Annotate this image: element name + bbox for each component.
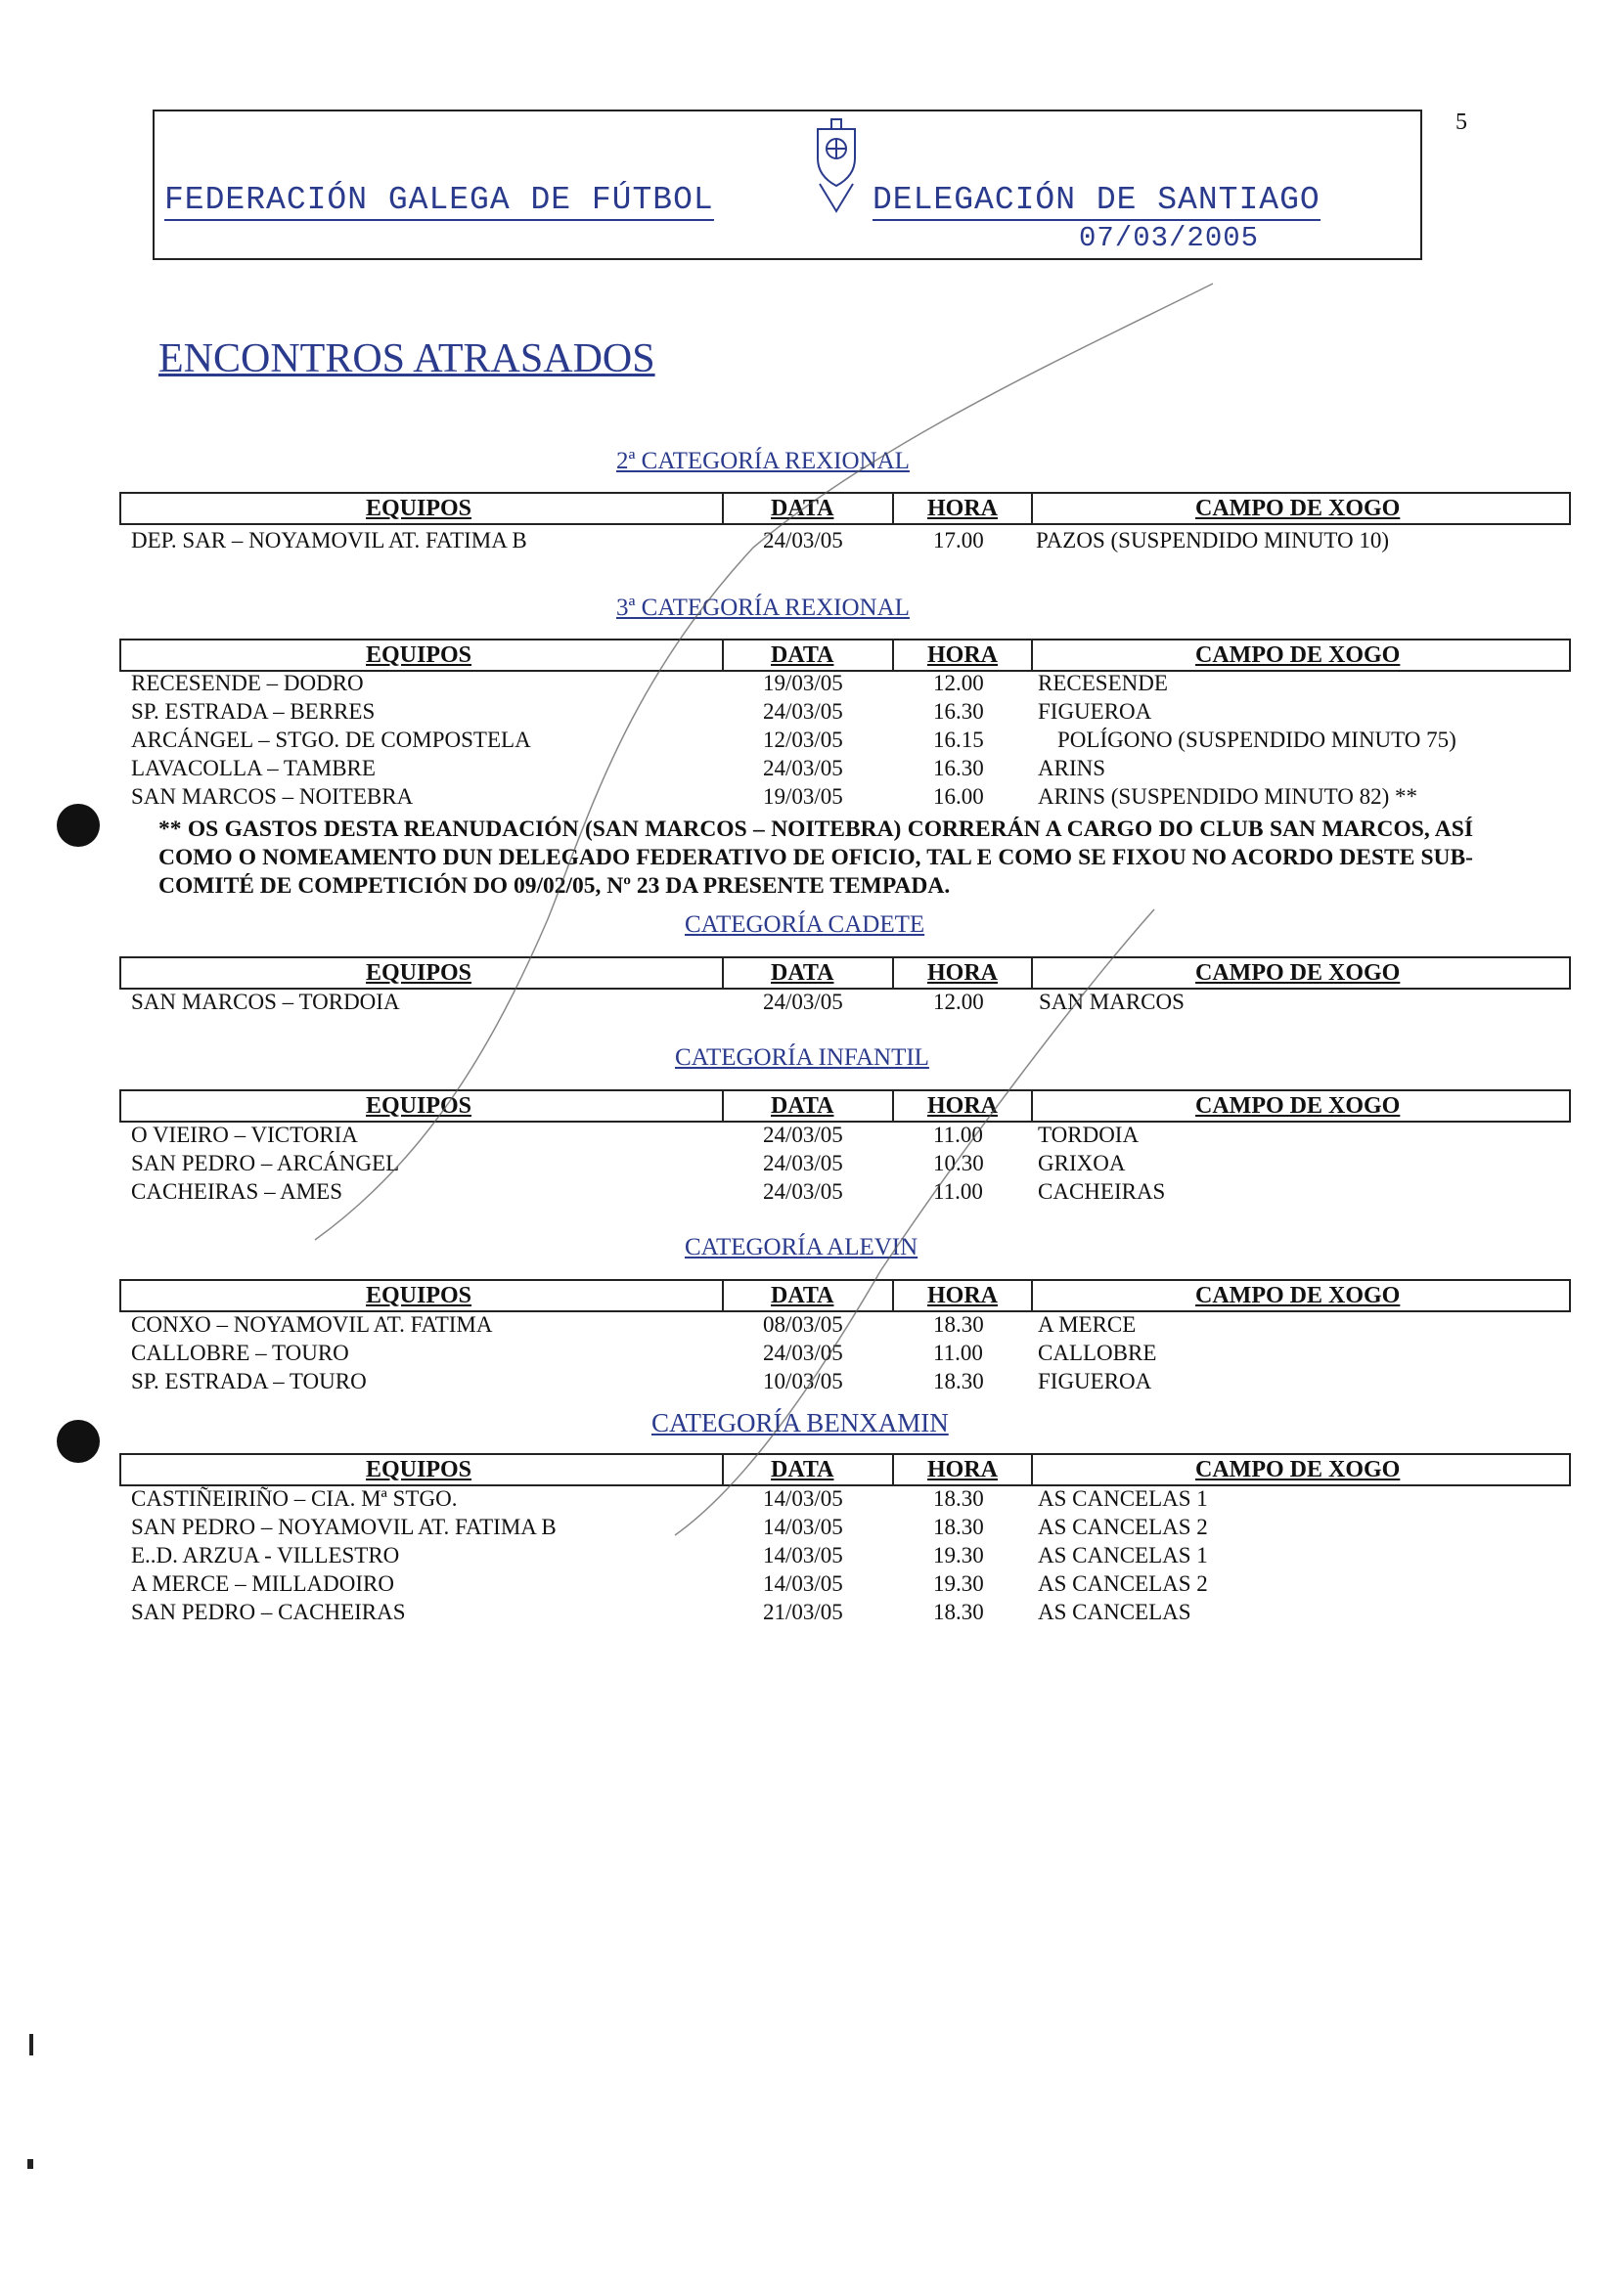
section-title: CATEGORÍA CADETE (685, 911, 925, 938)
cell-hora: 11.00 (933, 1341, 983, 1365)
cell-data: 19/03/05 (763, 671, 843, 695)
federation-name: FEDERACIÓN GALEGA DE FÚTBOL (164, 182, 714, 221)
cell-campo: GRIXOA (1038, 1151, 1126, 1175)
punch-hole (57, 804, 100, 847)
section-title: CATEGORÍA INFANTIL (675, 1044, 929, 1071)
cell-equipos: SAN PEDRO – CACHEIRAS (131, 1600, 406, 1624)
cell-campo: AS CANCELAS 2 (1038, 1571, 1208, 1596)
cell-data: 08/03/05 (763, 1312, 843, 1337)
cell-campo: CALLOBRE (1038, 1341, 1157, 1365)
cell-campo: ARINS (1038, 756, 1106, 780)
cell-hora: 18.30 (933, 1486, 984, 1511)
cell-campo: TORDOIA (1038, 1123, 1140, 1147)
col-data: DATA (771, 1093, 834, 1119)
cell-data: 19/03/05 (763, 784, 843, 809)
col-equipos: EQUIPOS (366, 496, 472, 521)
cell-data: 21/03/05 (763, 1600, 843, 1624)
col-campo: CAMPO DE XOGO (1195, 642, 1401, 668)
footnote-note: ** OS GASTOS DESTA REANUDACIÓN (SAN MARCOS – NOITEBRA) CORRERÁN A CARGO DO CLUB SAN MARCOS, ASÍ COMO O NOMEAMENTO DUN DELEGADO FEDERATIVO DE OFICIO, TAL E COMO SE FIXOU NO ACORDO DESTE SUB-COMITÉ DE COMPETICIÓN DO 09/02/05, Nº 23 DA PRESENTE TEMPADA. (158, 817, 1473, 899)
page-title: ENCONTROS ATRASADOS (158, 336, 655, 381)
cell-campo: AS CANCELAS 1 (1038, 1486, 1208, 1511)
cell-data: 10/03/05 (763, 1369, 843, 1393)
cell-hora: 18.30 (933, 1600, 984, 1624)
cell-equipos: RECESENDE – DODRO (131, 671, 364, 695)
cell-campo: SAN MARCOS (1039, 990, 1185, 1014)
scan-speck (29, 2034, 33, 2055)
col-equipos: EQUIPOS (366, 642, 472, 668)
col-hora: HORA (927, 1093, 998, 1119)
col-hora: HORA (927, 496, 998, 521)
cell-campo: AS CANCELAS 1 (1038, 1543, 1208, 1567)
cell-data: 14/03/05 (763, 1543, 843, 1567)
cell-equipos: ARCÁNGEL – STGO. DE COMPOSTELA (131, 728, 531, 752)
cell-hora: 19.30 (933, 1543, 984, 1567)
cell-hora: 19.30 (933, 1571, 984, 1596)
delegation-name: DELEGACIÓN DE SANTIAGO (873, 182, 1321, 221)
cell-data: 24/03/05 (763, 1341, 843, 1365)
cell-equipos: LAVACOLLA – TAMBRE (131, 756, 376, 780)
cell-campo: FIGUEROA (1038, 699, 1152, 724)
cell-hora: 18.30 (933, 1515, 984, 1539)
scan-speck (27, 2159, 33, 2169)
col-hora: HORA (927, 1283, 998, 1308)
col-equipos: EQUIPOS (366, 960, 472, 986)
cell-hora: 16.30 (933, 756, 984, 780)
cell-data: 24/03/05 (763, 528, 843, 552)
cell-data: 14/03/05 (763, 1571, 843, 1596)
cell-equipos: O VIEIRO – VICTORIA (131, 1123, 358, 1147)
cell-equipos: SAN PEDRO – ARCÁNGEL (131, 1151, 400, 1175)
punch-hole (57, 1420, 100, 1463)
col-hora: HORA (927, 1457, 998, 1482)
cell-campo: CACHEIRAS (1038, 1179, 1166, 1204)
section-title: 3ª CATEGORÍA REXIONAL (616, 595, 910, 621)
section-title: CATEGORÍA ALEVIN (685, 1234, 918, 1260)
col-data: DATA (771, 960, 834, 986)
cell-equipos: SAN MARCOS – NOITEBRA (131, 784, 414, 809)
cell-campo: FIGUEROA (1038, 1369, 1152, 1393)
cell-data: 24/03/05 (763, 1151, 843, 1175)
cell-equipos: CASTIÑEIRIÑO – CIA. Mª STGO. (131, 1486, 458, 1511)
cell-campo: AS CANCELAS 2 (1038, 1515, 1208, 1539)
cell-hora: 16.15 (933, 728, 984, 752)
col-data: DATA (771, 1283, 834, 1308)
cell-campo: A MERCE (1038, 1312, 1137, 1337)
cell-data: 24/03/05 (763, 990, 843, 1014)
col-equipos: EQUIPOS (366, 1283, 472, 1308)
col-campo: CAMPO DE XOGO (1195, 1457, 1401, 1482)
cell-hora: 12.00 (933, 990, 984, 1014)
cell-campo: RECESENDE (1038, 671, 1168, 695)
cell-data: 24/03/05 (763, 1179, 843, 1204)
cell-equipos: CALLOBRE – TOURO (131, 1341, 349, 1365)
col-campo: CAMPO DE XOGO (1195, 1093, 1401, 1119)
col-data: DATA (771, 642, 834, 668)
cell-campo: PAZOS (SUSPENDIDO MINUTO 10) (1036, 528, 1390, 552)
cell-hora: 10.30 (933, 1151, 984, 1175)
cell-hora: 11.00 (933, 1179, 983, 1204)
cell-data: 24/03/05 (763, 699, 843, 724)
cell-hora: 18.30 (933, 1369, 984, 1393)
cell-equipos: CACHEIRAS – AMES (131, 1179, 342, 1204)
header-date: 07/03/2005 (1079, 222, 1260, 254)
cell-equipos: SAN PEDRO – NOYAMOVIL AT. FATIMA B (131, 1515, 557, 1539)
cell-campo: POLÍGONO (SUSPENDIDO MINUTO 75) (1057, 728, 1456, 752)
col-campo: CAMPO DE XOGO (1195, 496, 1401, 521)
cell-campo: AS CANCELAS (1038, 1600, 1191, 1624)
col-equipos: EQUIPOS (366, 1093, 472, 1119)
cell-equipos: CONXO – NOYAMOVIL AT. FATIMA (131, 1312, 493, 1337)
cell-data: 24/03/05 (763, 1123, 843, 1147)
cell-hora: 18.30 (933, 1312, 984, 1337)
cell-equipos: SP. ESTRADA – BERRES (131, 699, 376, 724)
col-hora: HORA (927, 642, 998, 668)
col-data: DATA (771, 496, 834, 521)
cell-hora: 16.00 (933, 784, 984, 809)
cell-equipos: DEP. SAR – NOYAMOVIL AT. FATIMA B (131, 528, 527, 552)
col-equipos: EQUIPOS (366, 1457, 472, 1482)
cell-data: 12/03/05 (763, 728, 843, 752)
col-campo: CAMPO DE XOGO (1195, 1283, 1401, 1308)
page-number: 5 (1455, 110, 1467, 135)
cell-equipos: SP. ESTRADA – TOURO (131, 1369, 367, 1393)
section-title: CATEGORÍA BENXAMIN (651, 1408, 949, 1437)
cell-data: 14/03/05 (763, 1486, 843, 1511)
col-hora: HORA (927, 960, 998, 986)
section-title: 2ª CATEGORÍA REXIONAL (616, 448, 910, 474)
cell-hora: 17.00 (933, 528, 984, 552)
cell-data: 24/03/05 (763, 756, 843, 780)
col-data: DATA (771, 1457, 834, 1482)
cell-equipos: A MERCE – MILLADOIRO (131, 1571, 394, 1596)
col-campo: CAMPO DE XOGO (1195, 960, 1401, 986)
cell-campo: ARINS (SUSPENDIDO MINUTO 82) ** (1038, 784, 1418, 809)
cell-data: 14/03/05 (763, 1515, 843, 1539)
cell-equipos: SAN MARCOS – TORDOIA (131, 990, 400, 1014)
cell-hora: 11.00 (933, 1123, 983, 1147)
cell-hora: 16.30 (933, 699, 984, 724)
cell-hora: 12.00 (933, 671, 984, 695)
cell-equipos: E..D. ARZUA - VILLESTRO (131, 1543, 400, 1567)
